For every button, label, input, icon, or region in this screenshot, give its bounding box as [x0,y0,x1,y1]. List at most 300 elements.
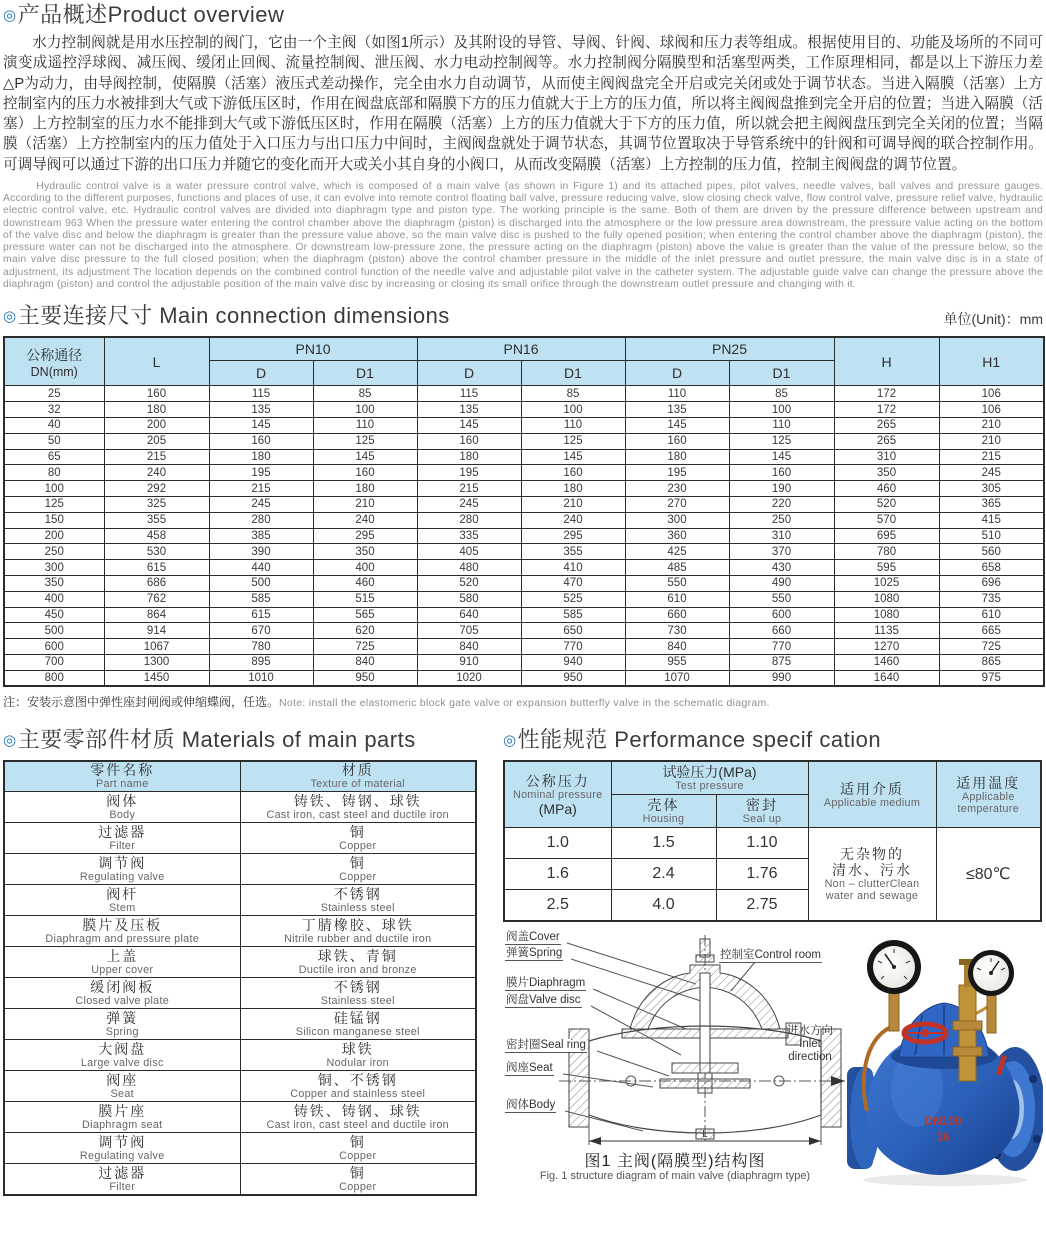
materials-table [3,760,477,1196]
header-medium [808,761,936,828]
dimension-cell: 610 [939,607,1044,623]
dimension-cell: 100 [729,402,834,418]
header-medium-en: Applicable medium [823,796,921,809]
material-part-cell: 缓闭阀板 Closed valve plate [4,977,240,1008]
dimension-cell: 295 [313,528,417,544]
materials-title-text: 主要零部件材质 Materials of main parts [17,727,416,753]
dimension-row [4,528,1044,544]
dimension-cell: 180 [521,481,625,497]
material-row [4,1070,476,1101]
dimension-row [4,575,1044,591]
label-valve-disc: 阀盘Valve disc [506,993,581,1006]
dimension-cell: 230 [625,481,729,497]
dimension-row [4,591,1044,607]
dimension-cell: 615 [104,560,209,576]
dimension-cell: 215 [104,449,209,465]
dimensions-title-text: 主要连接尺寸 Main connection dimensions [17,302,450,328]
dimension-row [4,386,1044,402]
material-part-cell: 膜片及压板 Diaphragm and pressure plate [4,915,240,946]
dimension-cell: 1070 [625,670,729,686]
dimension-cell: 355 [104,512,209,528]
materials-table-body [4,791,476,1195]
dimension-cell: 210 [313,496,417,512]
dimension-cell: 270 [625,496,729,512]
table-note [3,693,1043,710]
header-pn10: PN10 [209,337,417,361]
header-pn25: PN25 [625,337,834,361]
dimension-cell: 705 [417,623,521,639]
materials-header-row [4,761,476,791]
dimension-cell: 914 [104,623,209,639]
dimension-cell: 195 [209,465,313,481]
dimension-cell: 106 [939,402,1044,418]
material-texture-cell: 铜 Copper [240,822,476,853]
header-material-en: Texture of material [310,778,405,791]
dimension-cell: 180 [104,402,209,418]
dimensions-table [3,336,1045,687]
dimension-cell: 145 [521,449,625,465]
dimension-cell: 610 [625,591,729,607]
dimension-cell: 840 [417,639,521,655]
dimension-cell: 180 [625,449,729,465]
dimension-cell: 160 [417,433,521,449]
dimension-cell: 500 [209,575,313,591]
unit-label: 单位(Unit)：mm [943,310,1043,327]
medium-value-cell: 无杂物的 清水、污水 Non – clutterClean water and sewage [808,828,936,921]
header-dn [4,337,104,386]
dimension-cell: 595 [834,560,939,576]
dimension-cell: 400 [4,591,104,607]
header-part-zh: 零件名称 [90,762,155,779]
dimension-cell: 565 [313,607,417,623]
header-d: D [625,361,729,386]
material-part-cell: 上盖 Upper cover [4,946,240,977]
dimension-cell: 1067 [104,639,209,655]
dimension-cell: 1460 [834,654,939,670]
material-part-cell: 膜片座 Diaphragm seat [4,1101,240,1132]
dimension-row [4,465,1044,481]
dimension-cell: 640 [417,607,521,623]
dimension-cell: 160 [104,386,209,402]
dimension-cell: 1450 [104,670,209,686]
dimension-cell: 430 [729,560,834,576]
material-row [4,822,476,853]
material-row [4,884,476,915]
material-texture-cell: 球铁、青铜 Ductile iron and bronze [240,946,476,977]
header-seal-zh: 密封 [746,797,778,814]
overview-title [3,2,1043,28]
dimension-row [4,607,1044,623]
header-material-zh: 材质 [341,762,374,779]
dimension-cell: 400 [313,560,417,576]
dimension-cell: 658 [939,560,1044,576]
note-en: Note: install the elastomeric block gate valve or expansion butterfly valve in the schematic diagram. [279,697,770,710]
header-d1: D1 [521,361,625,386]
dimension-cell: 600 [729,607,834,623]
material-row [4,946,476,977]
dimension-cell: 1020 [417,670,521,686]
dimension-cell: 350 [4,575,104,591]
dimension-cell: 195 [417,465,521,481]
dimension-cell: 410 [521,560,625,576]
overview-title-text: 产品概述Product overview [17,2,285,27]
dimension-cell: 310 [729,528,834,544]
dimension-cell: 1135 [834,623,939,639]
performance-cell: 1.0 [504,828,611,859]
dimension-cell: 240 [521,512,625,528]
performance-cell: 4.0 [611,890,716,921]
header-part-en: Part name [95,778,149,791]
inlet-en-1: Inlet [799,1037,821,1050]
dimension-cell: 385 [209,528,313,544]
dimension-cell: 145 [417,418,521,434]
header-housing-zh: 壳体 [647,797,680,814]
dimension-cell: 245 [209,496,313,512]
dimension-cell: 1300 [104,654,209,670]
header-d1: D1 [729,361,834,386]
material-row [4,1008,476,1039]
dimension-cell: 360 [625,528,729,544]
header-part-name [4,761,240,791]
dimension-cell: 305 [939,481,1044,497]
section-bullet-icon: ◎ [3,732,17,750]
dimension-cell: 292 [104,481,209,497]
label-body: 阀体Body [506,1098,556,1111]
material-part-cell: 大阀盘 Large valve disc [4,1039,240,1070]
dimension-cell: 200 [4,528,104,544]
dimension-cell: 670 [209,623,313,639]
header-seal [716,795,808,828]
dimension-cell: 350 [834,465,939,481]
dimension-row [4,512,1044,528]
dimension-cell: 450 [4,607,104,623]
material-row [4,1132,476,1163]
dimension-cell: 440 [209,560,313,576]
material-texture-cell: 铜 Copper [240,1132,476,1163]
overview-paragraph-en: Hydraulic control valve is a water pressure control valve, which is composed of a main valve (as shown in Figure 1) and its attached pipes, pilot valves, needle valves, ball valves and pressure gauges. According to the different purposes, functions and places of use, it can evolve into remote control floating ball valve, pressure reducing valve, slow closing check valve, flow control valve, pressure relief valve, hydraulic electric control valve, etc. Hydraulic control valves are divided into diaphragm type and piston type. The working principle is the same. Both of them are driven by the pressure difference between upstream and downstream 963 When the pressure water entering the control chamber above the diaphragm (piston) is discharged into the atmosphere or the low pressure area downstream, the pressure value acting on the bottom of the valve disc and below the diaphragm is greater than the pressure value above, so the main valve disc is pushed to the fully opened position; when entering the control chamber above the diaphragm (piston), the pressure water can not be discharged into the atmosphere. Or downstream low-pressure zone, the pressure acting on the diaphragm (piston) above the value is greater than the value of the pressure below, so the main valve disc pressure to the full closed position; when the diaphragm (piston) above the control chamber pressure in the middle of the inlet pressure and outlet pressure, the main valve disc is in a state of adjustment, its adjustment The location depends on the combined control function of the needle valve and adjustable pilot valve in the catheter system. The adjustable guide valve can change the pressure above the diaphragm (piston) and control the adjustable position of the main valve disc by increasing or closing its small orifice through the downstream outlet pressure and changing with it. [3,181,1043,290]
dimension-cell: 125 [313,433,417,449]
performance-cell: 1.76 [716,859,808,890]
dimension-cell: 865 [939,654,1044,670]
dimension-cell: 115 [417,386,521,402]
materials-title [3,727,475,753]
header-temperature-zh: 适用温度 [956,774,1021,791]
label-diaphragm: 膜片Diaphragm [506,976,586,989]
dimension-row [4,639,1044,655]
material-row [4,915,476,946]
material-row [4,1163,476,1195]
figure-caption-zh: 图1 主阀(隔膜型)结构图 [584,1152,766,1170]
dimension-cell: 172 [834,386,939,402]
dimension-cell: 864 [104,607,209,623]
dimension-cell: 145 [209,418,313,434]
label-inlet-direction [775,1025,845,1064]
dimension-cell: 770 [729,639,834,655]
dimension-cell: 955 [625,654,729,670]
dimension-row [4,623,1044,639]
dimension-cell: 580 [417,591,521,607]
header-d1: D1 [313,361,417,386]
dimension-cell: 910 [417,654,521,670]
section-materials [3,727,475,1196]
dimension-cell: 295 [521,528,625,544]
dimension-cell: 665 [939,623,1044,639]
dimension-cell: 125 [4,496,104,512]
dimension-l-label: L [702,1128,708,1140]
dimension-cell: 210 [521,496,625,512]
performance-cell: 2.4 [611,859,716,890]
material-texture-cell: 铜 Copper [240,1163,476,1195]
dimension-cell: 1010 [209,670,313,686]
dimension-row [4,560,1044,576]
dimension-cell: 1270 [834,639,939,655]
dimension-cell: 135 [417,402,521,418]
header-temperature [936,761,1041,828]
label-seat: 阀座Seat [506,1061,553,1074]
dimension-cell: 325 [104,496,209,512]
dimension-cell: 570 [834,512,939,528]
dimension-row [4,418,1044,434]
dimension-cell: 215 [417,481,521,497]
dimension-cell: 210 [939,418,1044,434]
dimension-cell: 520 [417,575,521,591]
dimension-cell: 160 [209,433,313,449]
dimension-cell: 125 [521,433,625,449]
dimension-cell: 145 [625,418,729,434]
dimension-cell: 585 [521,607,625,623]
dimension-cell: 425 [625,544,729,560]
dimension-cell: 240 [104,465,209,481]
dimension-cell: 106 [939,386,1044,402]
dimension-cell: 460 [313,575,417,591]
dimension-cell: 370 [729,544,834,560]
header-test-pressure [611,761,808,795]
label-spring: 弹簧Spring [506,946,563,959]
dimension-cell: 110 [729,418,834,434]
figure-caption-en: Fig. 1 structure diagram of main valve (diaphragm type) [539,1169,811,1182]
header-test-en: Test pressure [675,780,744,793]
label-seal-ring: 密封圈Seal ring [506,1038,586,1051]
material-texture-cell: 硅锰钢 Silicon manganese steel [240,1008,476,1039]
dimension-cell: 280 [209,512,313,528]
dimension-cell: 110 [625,386,729,402]
section-bullet-icon: ◎ [503,732,517,750]
dimension-cell: 300 [625,512,729,528]
dimension-cell: 990 [729,670,834,686]
inlet-en-2: direction [788,1050,832,1063]
dimension-cell: 725 [939,639,1044,655]
dimension-cell: 190 [729,481,834,497]
material-part-cell: 过滤器 Filter [4,1163,240,1195]
material-texture-cell: 球铁 Nodular iron [240,1039,476,1070]
dimension-cell: 550 [625,575,729,591]
performance-row [504,828,1041,859]
dimension-cell: 500 [4,623,104,639]
dimension-cell: 40 [4,418,104,434]
performance-cell: 1.5 [611,828,716,859]
material-texture-cell: 不锈钢 Stainless steel [240,977,476,1008]
dimensions-header-row-1 [4,337,1044,361]
dimension-cell: 200 [104,418,209,434]
material-texture-cell: 铜、不锈钢 Copper and stainless steel [240,1070,476,1101]
note-zh: 注：安装示意图中弹性座封闸阀或伸缩蝶阀，任选。 [3,695,280,710]
dimension-cell: 780 [834,544,939,560]
header-test-zh: 试验压力(MPa) [662,764,757,781]
dimension-cell: 1025 [834,575,939,591]
dimension-cell: 490 [729,575,834,591]
dimension-cell: 780 [209,639,313,655]
dimension-cell: 730 [625,623,729,639]
valve-photo-illustration [847,929,1043,1189]
dimension-cell: 700 [4,654,104,670]
photo-marking-pn: 16 [936,1129,950,1144]
dimension-cell: 160 [521,465,625,481]
material-part-cell: 阀体 Body [4,791,240,822]
dimension-cell: 585 [209,591,313,607]
dimension-cell: 180 [209,449,313,465]
header-nominal-zh: 公称压力 [525,772,590,789]
dimension-cell: 1080 [834,591,939,607]
dimension-row [4,433,1044,449]
dimension-cell: 335 [417,528,521,544]
performance-cell: 2.75 [716,890,808,921]
dimension-cell: 365 [939,496,1044,512]
header-dn-zh: 公称通径 [26,346,83,363]
dimension-cell: 485 [625,560,729,576]
material-row [4,977,476,1008]
dimension-cell: 250 [729,512,834,528]
material-row [4,1101,476,1132]
material-part-cell: 过滤器 Filter [4,822,240,853]
dimension-cell: 510 [939,528,1044,544]
figure-row [503,929,1043,1189]
section-performance [503,727,1043,1196]
material-texture-cell: 不锈钢 Stainless steel [240,884,476,915]
dimension-cell: 470 [521,575,625,591]
header-h: H [834,337,939,386]
dimension-cell: 550 [729,591,834,607]
dimension-cell: 180 [313,481,417,497]
header-h1: H1 [939,337,1044,386]
performance-cell: 2.5 [504,890,611,921]
dimension-cell: 460 [834,481,939,497]
material-part-cell: 调节阀 Regulating valve [4,853,240,884]
dimension-cell: 240 [313,512,417,528]
dimension-cell: 515 [313,591,417,607]
dimension-cell: 660 [625,607,729,623]
dimension-cell: 940 [521,654,625,670]
dimension-cell: 1080 [834,607,939,623]
performance-cell: 1.6 [504,859,611,890]
header-temperature-en: Applicable temperature [957,790,1019,815]
material-row [4,791,476,822]
dimension-row [4,670,1044,686]
inlet-zh: 进水方向 [787,1024,833,1037]
label-control-room: 控制室Control room [720,948,821,961]
dimension-cell: 615 [209,607,313,623]
header-d: D [417,361,521,386]
dimension-cell: 115 [209,386,313,402]
dimension-cell: 195 [625,465,729,481]
dimension-row [4,496,1044,512]
section-bullet-icon: ◎ [3,7,17,24]
material-texture-cell: 铸铁、铸钢、球铁 Cast iron, cast steel and ductile iron [240,1101,476,1132]
dimension-cell: 85 [313,386,417,402]
dimension-cell: 172 [834,402,939,418]
dimension-cell: 310 [834,449,939,465]
dimension-cell: 696 [939,575,1044,591]
material-row [4,853,476,884]
dimension-cell: 725 [313,639,417,655]
dimension-cell: 530 [104,544,209,560]
dimension-cell: 145 [313,449,417,465]
dimensions-title [3,303,450,329]
dimension-cell: 50 [4,433,104,449]
dimension-cell: 620 [313,623,417,639]
dimension-cell: 405 [417,544,521,560]
dimension-cell: 975 [939,670,1044,686]
dimension-cell: 875 [729,654,834,670]
material-part-cell: 调节阀 Regulating valve [4,1132,240,1163]
bottom-area [0,727,1046,1196]
photo-marking-dn: DN100 [924,1113,962,1128]
dimension-cell: 125 [729,433,834,449]
material-part-cell: 阀杆 Stem [4,884,240,915]
dimension-cell: 65 [4,449,104,465]
section-product-overview [0,0,1046,291]
dimension-cell: 135 [209,402,313,418]
dimension-cell: 85 [521,386,625,402]
product-photo [847,929,1043,1189]
dimension-cell: 762 [104,591,209,607]
dimension-cell: 210 [939,433,1044,449]
dimension-cell: 735 [939,591,1044,607]
dimensions-table-body [4,386,1044,686]
dimension-cell: 686 [104,575,209,591]
dimension-cell: 85 [729,386,834,402]
dimension-cell: 145 [729,449,834,465]
performance-title-text: 性能规范 Performance specif cation [517,727,882,753]
label-cover: 阀盖Cover [506,930,560,943]
performance-header-row-1 [504,761,1041,795]
material-part-cell: 弹簧 Spring [4,1008,240,1039]
performance-title [503,727,1043,753]
dimension-cell: 220 [729,496,834,512]
dimension-cell: 110 [313,418,417,434]
dimension-cell: 660 [729,623,834,639]
material-texture-cell: 铸铁、铸钢、球铁 Cast iron, cast steel and ductile iron [240,791,476,822]
dimension-cell: 350 [313,544,417,560]
dimension-row [4,402,1044,418]
dimension-cell: 650 [521,623,625,639]
dimension-cell: 265 [834,418,939,434]
header-housing-en: Housing [642,813,685,826]
dimension-cell: 355 [521,544,625,560]
dimension-cell: 135 [625,402,729,418]
dimension-cell: 950 [313,670,417,686]
header-nominal-en: Nominal pressure [513,788,603,801]
dimension-cell: 245 [939,465,1044,481]
dimension-cell: 100 [4,481,104,497]
dimension-cell: 160 [625,433,729,449]
header-l: L [104,337,209,386]
dimension-cell: 390 [209,544,313,560]
dimension-cell: 245 [417,496,521,512]
dimension-row [4,654,1044,670]
section-bullet-icon: ◎ [3,307,17,325]
dimension-cell: 150 [4,512,104,528]
section-dimensions [0,303,1046,710]
